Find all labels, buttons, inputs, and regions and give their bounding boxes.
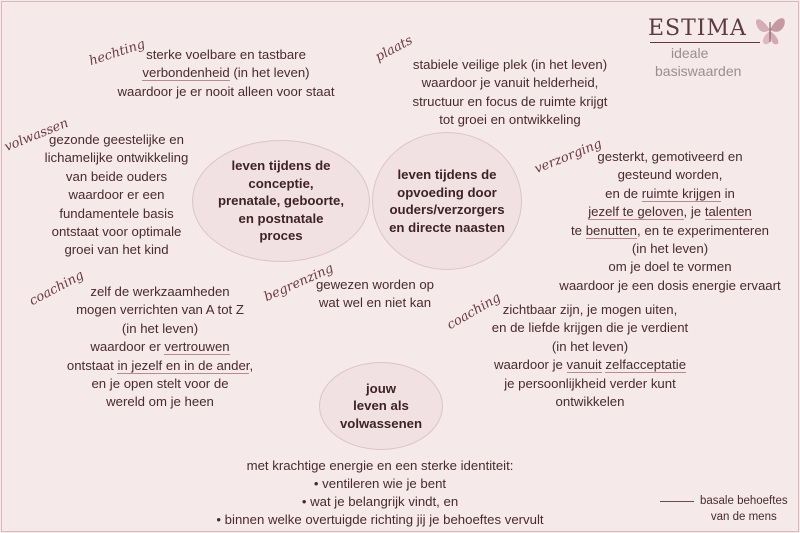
- underlined-text: vertrouwen: [164, 339, 230, 355]
- text-line: (in het leven): [121, 320, 199, 336]
- text-line: gewezen worden op: [315, 277, 435, 292]
- text-line: met krachtige energie en een sterke identiteit:: [246, 458, 514, 473]
- oval-volwassen: [319, 362, 443, 450]
- text-line: fundamentele basis: [59, 205, 174, 221]
- verzorging-text: [550, 148, 790, 295]
- text-line: [550, 203, 790, 221]
- hechting-text: [106, 46, 346, 101]
- text-line: zichtbaar zijn, je mogen uiten,: [502, 302, 678, 317]
- text-line: groei van het kind: [64, 242, 169, 258]
- text-line: [470, 356, 710, 374]
- text-span: waardoor je: [493, 357, 567, 373]
- underlined-text: jezelf te geloven: [588, 204, 684, 220]
- logo-subtitle-line: basiswaarden: [655, 63, 742, 79]
- legend-text: basale behoeftes: [700, 495, 788, 507]
- text-line: gesterkt, gemotiveerd en: [597, 149, 743, 164]
- oval-text: en postnatale: [238, 210, 324, 226]
- text-line: ontstaat voor optimale: [51, 224, 182, 240]
- oval-text: leven tijdens de: [231, 158, 331, 174]
- text-span: in: [720, 185, 735, 201]
- oval-text: leven tijdens de: [397, 167, 497, 182]
- text-line: (in het leven): [631, 241, 709, 257]
- oval-text: jouw: [365, 380, 397, 396]
- text-line: [550, 222, 790, 240]
- oval-text: proces: [259, 228, 303, 244]
- tag-plaats: plaats: [372, 33, 416, 65]
- logo-subtitle-line: ideale: [671, 45, 709, 61]
- text-line: • wat je belangrijk vindt, en: [301, 494, 459, 509]
- text-line: mogen verrichten van A tot Z: [76, 302, 244, 318]
- text-span: te: [571, 222, 586, 238]
- oval-conceptie: [192, 140, 370, 262]
- text-line: gezonde geestelijke en: [49, 132, 184, 147]
- butterfly-icon: [752, 10, 790, 50]
- text-line: lichamelijke ontwikkeling: [44, 150, 189, 166]
- text-line: van beide ouders: [65, 168, 168, 184]
- oval-text: conceptie,: [248, 175, 314, 191]
- text-line: en de liefde krijgen die je verdient: [491, 320, 689, 336]
- text-line: [550, 185, 790, 203]
- estima-logo: ESTIMA: [648, 16, 747, 41]
- volwassen-text: [24, 131, 209, 260]
- text-line: [55, 338, 265, 356]
- underlined-text: zelfacceptatie: [605, 357, 687, 373]
- text-line: waardoor er een: [68, 187, 165, 203]
- text-line: zelf de werkzaamheden: [90, 284, 230, 299]
- text-line: gesteund worden,: [617, 167, 723, 183]
- tag-volwassen: volwassen: [2, 115, 71, 155]
- legend: [700, 493, 788, 525]
- text-line: (in het leven): [551, 338, 629, 354]
- tag-hechting: hechting: [87, 36, 147, 69]
- tag-coaching-left: coaching: [26, 267, 87, 309]
- coaching-left-text: [55, 283, 265, 412]
- oval-opvoeding: [372, 132, 522, 270]
- text-line: stabiele veilige plek (in het leven): [412, 57, 608, 72]
- logo-subtitle: [655, 44, 741, 80]
- underlined-text: talenten: [704, 204, 752, 220]
- oval-text: en directe naasten: [389, 219, 505, 235]
- text-line: je persoonlijkheid verder kunt: [504, 375, 676, 391]
- plaats-text: [390, 56, 630, 130]
- tag-verzorging: verzorging: [532, 136, 605, 177]
- text-span: ,: [249, 357, 254, 373]
- legend-text: van de mens: [710, 511, 777, 523]
- underlined-text: benutten: [585, 222, 638, 238]
- logo-underline: [650, 42, 760, 43]
- text-line: wat wel en niet kan: [318, 295, 432, 311]
- underlined-text: ruimte krijgen: [641, 185, 721, 201]
- text-line: waardoor je er nooit alleen voor staat: [117, 83, 335, 99]
- begrenzing-text: [300, 276, 450, 313]
- underlined-text: in jezelf en in de ander: [117, 357, 250, 373]
- oval-text: prenatale, geboorte,: [217, 193, 345, 209]
- text-span: , en te experimenteren: [637, 222, 769, 238]
- oval-text: ouders/verzorgers: [389, 202, 505, 217]
- oval-text: opvoeding door: [397, 184, 497, 200]
- oval-text: volwassenen: [339, 415, 423, 431]
- underlined-text: vanuit: [566, 357, 602, 373]
- text-line: wereld om je heen: [106, 394, 214, 410]
- text-line: om je doel te vormen: [608, 259, 732, 275]
- text-line: [55, 357, 265, 375]
- text-span: , je: [683, 204, 705, 220]
- bottom-text: [180, 457, 580, 529]
- coaching-right-text: [470, 301, 710, 411]
- text-span: en de: [605, 185, 642, 201]
- text-line: ontwikkelen: [555, 394, 625, 410]
- legend-line: [660, 501, 694, 502]
- text-line: waardoor je vanuit helderheid,: [421, 75, 599, 91]
- tag-coaching-right: coaching: [444, 290, 504, 333]
- text-line: en je open stelt voor de: [91, 376, 229, 392]
- text-line: sterke voelbare en tastbare: [146, 47, 306, 62]
- text-span: (in het leven): [229, 65, 310, 81]
- text-line: • binnen welke overtuigde richting jij je behoeftes vervult: [216, 512, 544, 527]
- underlined-text: verbondenheid: [142, 65, 230, 81]
- text-line: structuur en focus de ruimte krijgt: [412, 93, 608, 109]
- text-line: tot groei en ontwikkeling: [439, 112, 581, 128]
- text-line: • ventileren wie je bent: [313, 476, 447, 491]
- tag-begrenzing: begrenzing: [261, 261, 336, 305]
- oval-text: leven als: [353, 398, 409, 414]
- text-line: waardoor je een dosis energie ervaart: [559, 277, 781, 293]
- text-span: ontstaat: [66, 357, 118, 373]
- text-span: waardoor er: [90, 339, 165, 355]
- text-line: [106, 64, 346, 82]
